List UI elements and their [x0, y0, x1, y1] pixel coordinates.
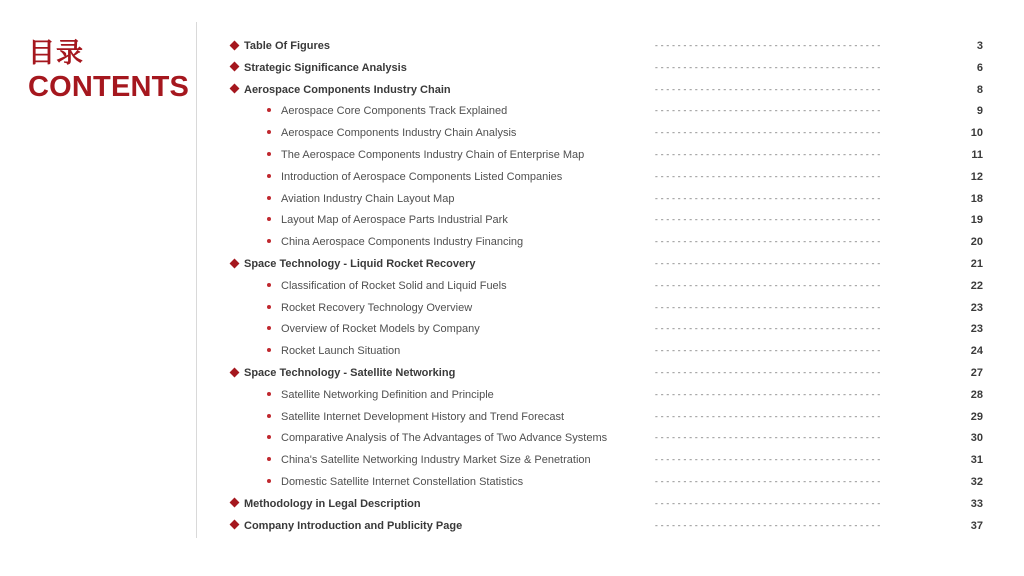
diamond-bullet-icon [230, 520, 240, 530]
toc-entry-label: The Aerospace Components Industry Chain of Enterprise Map [281, 148, 585, 161]
toc-subsection-row[interactable] [229, 428, 989, 450]
toc-subsection-row[interactable] [229, 450, 989, 472]
toc-subsection-row[interactable] [229, 472, 989, 494]
diamond-bullet-icon [230, 40, 240, 50]
toc-page-number: 30 [970, 432, 983, 445]
toc-entry [267, 319, 480, 341]
dot-bullet-icon [267, 326, 271, 330]
toc-page-number: 19 [970, 214, 983, 227]
toc-subsection-row[interactable] [229, 341, 989, 363]
dot-bullet-icon [267, 414, 271, 418]
toc-entry [229, 58, 407, 80]
toc-page-number: 32 [970, 475, 983, 488]
toc-leader-dashes: ---------------------------------------- [654, 434, 883, 444]
dot-bullet-icon [267, 348, 271, 352]
toc-leader-dashes: ---------------------------------------- [654, 63, 883, 73]
toc-entry-label: Domestic Satellite Internet Constellation Statistics [281, 475, 524, 488]
toc-entry [229, 516, 462, 538]
toc-subsection-row[interactable] [229, 319, 989, 341]
toc-entry [229, 254, 475, 276]
toc-entry-label: Satellite Internet Development History and Trend Forecast [281, 410, 565, 423]
toc-leader-dashes: ---------------------------------------- [654, 456, 883, 466]
diamond-bullet-icon [230, 84, 240, 94]
toc-page-number: 23 [970, 301, 983, 314]
toc-entry [267, 298, 472, 320]
toc-section-row[interactable] [229, 363, 989, 385]
toc-section-row[interactable] [229, 516, 989, 538]
toc-leader-dashes: ---------------------------------------- [654, 194, 883, 204]
toc-section-row[interactable] [229, 58, 989, 80]
toc-entry [267, 341, 400, 363]
toc-leader-dashes: ---------------------------------------- [654, 477, 883, 487]
toc-page-number: 24 [970, 345, 983, 358]
toc-entry-label: Comparative Analysis of The Advantages of Two Advance Systems [281, 432, 608, 445]
contents-title [28, 38, 189, 104]
toc-entry [267, 428, 607, 450]
toc-page-number: 31 [970, 454, 983, 467]
toc-subsection-row[interactable] [229, 298, 989, 320]
dot-bullet-icon [267, 239, 271, 243]
toc-entry-label: Table Of Figures [244, 40, 330, 52]
toc-entry-label: Strategic Significance Analysis [244, 61, 407, 74]
toc-page-number: 37 [970, 519, 983, 532]
toc-leader-dashes: ---------------------------------------- [654, 521, 883, 531]
toc-section-row[interactable] [229, 254, 989, 276]
toc-leader-dashes: ---------------------------------------- [654, 216, 883, 226]
toc-leader-dashes: ---------------------------------------- [654, 107, 883, 117]
toc-entry [267, 232, 523, 254]
toc-page-number: 8 [976, 83, 983, 96]
dot-bullet-icon [267, 305, 271, 309]
diamond-bullet-icon [230, 498, 240, 508]
toc-entry-label: Aerospace Components Industry Chain Analysis [281, 127, 517, 140]
dot-bullet-icon [267, 217, 271, 221]
toc-leader-dashes: ---------------------------------------- [654, 281, 883, 291]
toc-entry [229, 363, 455, 385]
toc-leader-dashes: ---------------------------------------- [654, 499, 883, 509]
toc-leader-dashes: ---------------------------------------- [654, 325, 883, 335]
toc-entry [267, 145, 584, 167]
toc-entry-label: China's Satellite Networking Industry Market Size & Penetration [281, 454, 591, 467]
toc-subsection-row[interactable] [229, 210, 989, 232]
toc-leader-dashes: ---------------------------------------- [654, 238, 883, 248]
toc-page-number: 3 [976, 40, 983, 52]
toc-entry [267, 472, 523, 494]
toc-page-number: 20 [970, 236, 983, 249]
toc-leader-dashes: ---------------------------------------- [654, 368, 883, 378]
toc-leader-dashes: ---------------------------------------- [654, 85, 883, 95]
toc-entry-label: Aviation Industry Chain Layout Map [281, 192, 455, 205]
toc-subsection-row[interactable] [229, 101, 989, 123]
toc-leader-dashes: ---------------------------------------- [654, 259, 883, 269]
toc-entry-label: Classification of Rocket Solid and Liquid Fuels [281, 279, 507, 292]
toc-section-row[interactable] [229, 494, 989, 516]
toc-subsection-row[interactable] [229, 167, 989, 189]
toc-page-number: 9 [976, 105, 983, 118]
toc-page-number: 12 [970, 170, 983, 183]
toc-entry [229, 494, 421, 516]
toc-leader-dashes: ---------------------------------------- [654, 129, 883, 139]
toc-entry-label: Aerospace Components Industry Chain [244, 83, 451, 96]
diamond-bullet-icon [230, 62, 240, 72]
toc-leader-dashes: ---------------------------------------- [654, 390, 883, 400]
toc-leader-dashes: ---------------------------------------- [654, 42, 883, 51]
toc-subsection-row[interactable] [229, 232, 989, 254]
toc-subsection-row[interactable] [229, 189, 989, 211]
dot-bullet-icon [267, 108, 271, 112]
dot-bullet-icon [267, 152, 271, 156]
table-of-contents [229, 36, 989, 537]
dot-bullet-icon [267, 479, 271, 483]
toc-entry-label: Space Technology - Satellite Networking [244, 366, 456, 379]
toc-page-number: 29 [970, 410, 983, 423]
toc-subsection-row[interactable] [229, 145, 989, 167]
toc-subsection-row[interactable] [229, 276, 989, 298]
toc-entry-label: China Aerospace Components Industry Financing [281, 236, 524, 249]
toc-entry-label: Satellite Networking Definition and Principle [281, 388, 494, 401]
toc-entry-label: Introduction of Aerospace Components Listed Companies [281, 170, 563, 183]
toc-page-number: 10 [970, 127, 983, 140]
dot-bullet-icon [267, 130, 271, 134]
toc-leader-dashes: ---------------------------------------- [654, 172, 883, 182]
toc-page-number: 11 [971, 148, 983, 161]
toc-entry [267, 407, 564, 429]
toc-subsection-row[interactable] [229, 385, 989, 407]
toc-page-number: 18 [970, 192, 983, 205]
toc-entry [267, 450, 591, 472]
dot-bullet-icon [267, 283, 271, 287]
toc-entry [267, 123, 516, 145]
toc-page-number: 6 [976, 61, 983, 74]
toc-subsection-row[interactable] [229, 407, 989, 429]
toc-subsection-row[interactable] [229, 123, 989, 145]
toc-leader-dashes: ---------------------------------------- [654, 347, 883, 357]
toc-entry-label: Methodology in Legal Description [244, 497, 421, 510]
toc-entry-label: Rocket Recovery Technology Overview [281, 301, 473, 314]
toc-entry-label: Rocket Launch Situation [281, 345, 401, 358]
diamond-bullet-icon [230, 258, 240, 268]
toc-entry-label: Space Technology - Liquid Rocket Recovery [244, 257, 476, 270]
toc-entry [267, 189, 454, 211]
dot-bullet-icon [267, 435, 271, 439]
toc-entry [267, 167, 562, 189]
toc-entry [267, 210, 508, 232]
toc-leader-dashes: ---------------------------------------- [654, 412, 883, 422]
toc-entry-label: Aerospace Core Components Track Explained [281, 105, 508, 118]
toc-entry [229, 36, 330, 58]
toc-page-number: 28 [970, 388, 983, 401]
toc-leader-dashes: ---------------------------------------- [654, 303, 883, 313]
vertical-divider [196, 22, 197, 538]
toc-entry [267, 101, 507, 123]
title-chinese: 目录 [28, 38, 84, 69]
toc-page-number: 33 [970, 497, 983, 510]
toc-page-number: 23 [970, 323, 983, 336]
toc-page-number: 22 [970, 279, 983, 292]
dot-bullet-icon [267, 196, 271, 200]
toc-page-number: 21 [970, 257, 983, 270]
dot-bullet-icon [267, 392, 271, 396]
toc-entry-label: Overview of Rocket Models by Company [281, 323, 480, 336]
dot-bullet-icon [267, 174, 271, 178]
toc-leader-dashes: ---------------------------------------- [654, 150, 883, 160]
toc-section-row[interactable] [229, 36, 989, 58]
toc-entry [267, 385, 494, 407]
toc-entry-label: Layout Map of Aerospace Parts Industrial Park [281, 214, 508, 227]
toc-page-number: 27 [970, 366, 983, 379]
toc-entry [229, 80, 451, 102]
toc-entry [267, 276, 507, 298]
toc-section-row[interactable] [229, 80, 989, 102]
toc-entry-label: Company Introduction and Publicity Page [244, 519, 463, 532]
title-english: CONTENTS [28, 71, 190, 103]
dot-bullet-icon [267, 457, 271, 461]
diamond-bullet-icon [230, 367, 240, 377]
